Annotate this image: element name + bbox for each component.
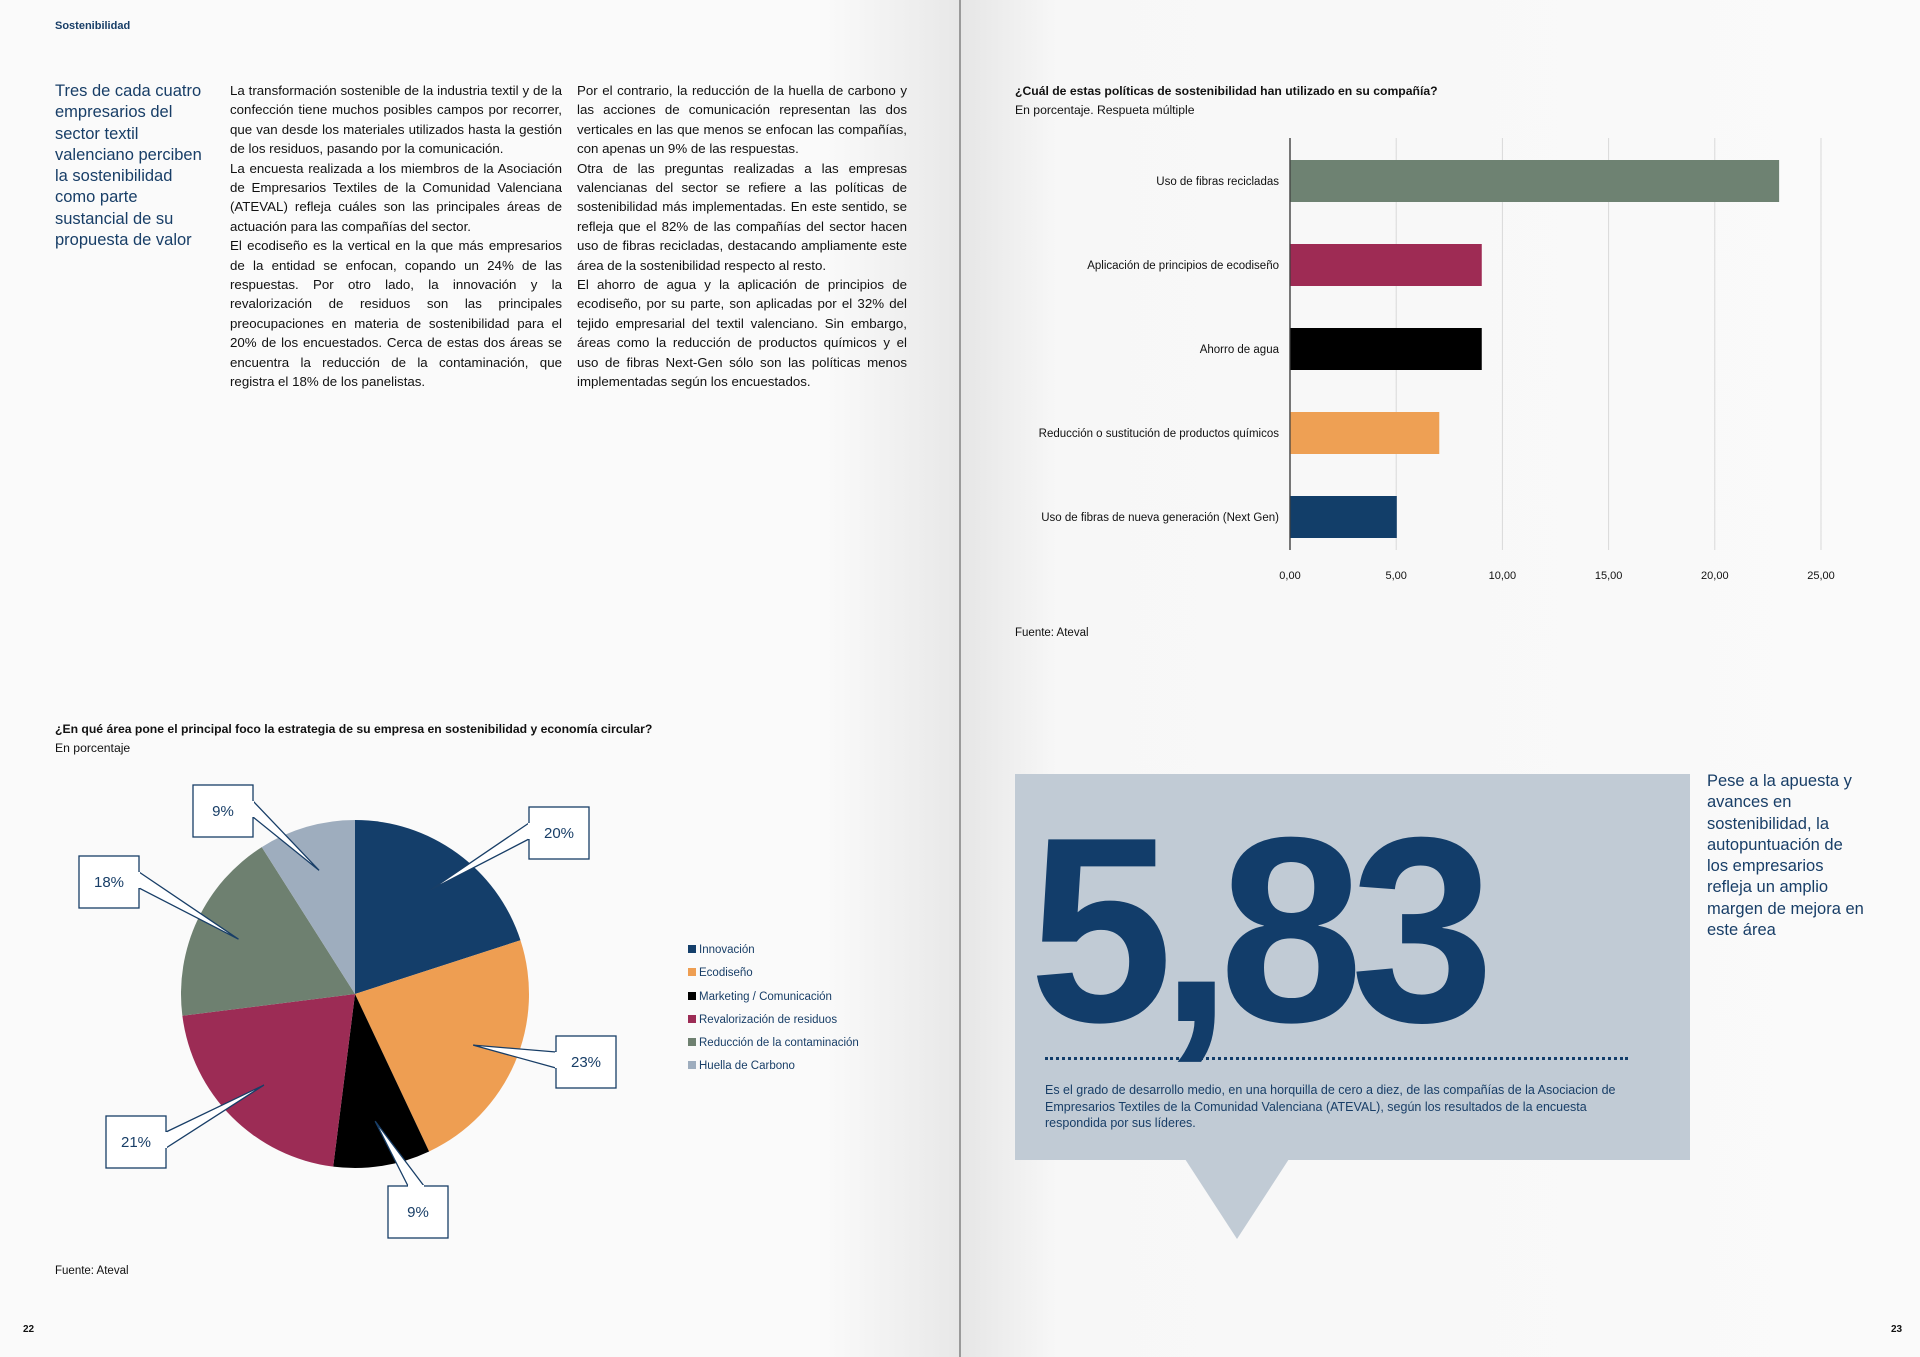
paragraph: La encuesta realizada a los miembros de la Asociación de Empresarios Textiles de la Comunidad Valenciana (ATEVAL) refleja cuáles son las principales áreas de actuación para las compañías del sector. [230,160,562,234]
bar-category-label: Uso de fibras de nueva generación (Next Gen) [1041,512,1279,524]
legend-swatch [688,945,696,953]
article-column-1 [230,81,562,392]
legend-swatch [688,992,696,1000]
pie-data-label: 18% [93,874,125,891]
pie-chart-title: ¿En qué área pone el principal foco la estrategia de su empresa en sostenibilidad y economía circular? [55,722,653,736]
pie-slices [181,820,529,1168]
legend-label: Huella de Carbono [699,1060,795,1073]
legend-item [688,1032,859,1055]
legend-item [688,962,859,985]
legend-item [688,1055,859,1078]
bar-chart-subtitle: En porcentaje. Respueta múltiple [1015,103,1195,117]
pie-slice-3 [182,994,355,1167]
legend-item [688,1009,859,1032]
bar-category-labels [1039,176,1280,524]
legend-swatch [688,968,696,976]
dotted-divider [1045,1057,1628,1060]
pie-chart-subtitle: En porcentaje [55,741,131,755]
legend-label: Revalorización de residuos [699,1013,838,1026]
bar-tick-label: 25,00 [1807,570,1835,582]
bar-4 [1291,496,1397,538]
bar-category-label: Ahorro de agua [1199,344,1279,356]
legend-swatch [688,1015,696,1023]
bar-category-label: Uso de fibras recicladas [1156,176,1279,188]
legend-label: Innovación [699,944,755,956]
pie-data-label: 23% [570,1054,602,1071]
callout-pointer [1185,1159,1289,1239]
pie-data-label: 9% [407,1204,429,1221]
paragraph: Por el contrario, la reducción de la huella de carbono y las acciones de comunicación representan las dos verticales en las que menos se enfocan las compañías, con apenas un 9% de las respuestas. [577,83,907,157]
bar-2 [1291,328,1482,370]
legend-label: Reducción de la contaminación [699,1037,859,1050]
bar-3 [1291,412,1440,454]
paragraph: El ahorro de agua y la aplicación de principios de ecodiseño, por su parte, son aplicadas por el 32% del tejido empresarial del textil valenciano. Sin embargo, áreas como la reducción de productos químicos y el uso de fibras Next-Gen sólo son las políticas menos implementadas según los encuestados. [577,277,907,390]
legend-label: Marketing / Comunicación [699,990,832,1003]
score-caption: Es el grado de desarrollo medio, en una horquilla de cero a diez, de las compañías de la Asociacion de Empresarios Textiles de la Comunidad Valenciana (ATEVAL), según los resultados de la encuesta respondida por sus líderes. [1045,1083,1616,1130]
pie-data-label: 9% [212,803,234,820]
pie-data-label: 21% [120,1134,152,1151]
paragraph: La transformación sostenible de la industria textil y de la confección tiene muchos posibles campos por recorrer, que van desde los materiales utilizados hasta la gestión de los residuos, pasando por la comunicación. [230,83,562,157]
bar-tick-label: 10,00 [1488,570,1517,582]
right-page [961,0,1920,1357]
bar-category-label: Reducción o sustitución de productos químicos [1038,428,1279,440]
bar-chart-title: ¿Cuál de estas políticas de sostenibilidad han utilizado en su compañía? [1015,84,1438,98]
bar-category-label: Aplicación de principios de ecodiseño [1087,260,1279,272]
left-page [0,0,959,1357]
pie-data-label: 20% [543,825,575,842]
section-label: Sostenibilidad [55,20,131,32]
bar-tick-label: 0,00 [1279,570,1301,582]
side-pullquote: Pese a la apuesta y avances en sostenibilidad, la autopuntuación de los empresarios refleja un amplio margen de mejora en este área [1707,772,1864,940]
bar-chart [961,130,1920,590]
bar-tick-label: 5,00 [1385,570,1407,582]
average-score: 5,83 [1029,782,1482,1077]
bar-source: Fuente: Ateval [1015,627,1089,639]
paragraph: El ecodiseño es la vertical en la que más empresarios de la entidad se enfocan, copando un 24% de las respuestas. Por otro lado, la innovación y la revalorización de residuos son las principales preocupaciones en materia de sostenibilidad para el 20% de los encuestados. Cerca de estas dos áreas se encuentra la reducción de la contaminación, que registra el 18% de los panelistas. [230,238,562,390]
legend-label: Ecodiseño [699,967,753,980]
legend-item [688,939,859,962]
pullquote: Tres de cada cuatro empresarios del sector textil valenciano perciben la sostenibilidad como parte sustancial de su propuesta de valor [55,82,202,250]
bar-tick-labels [1279,570,1834,582]
page-number: 22 [23,1324,35,1335]
page-number: 23 [1891,1324,1903,1335]
bar-0 [1291,160,1780,202]
pie-legend [688,939,859,1079]
bar-bars [1291,160,1780,538]
legend-swatch [688,1061,696,1069]
legend-swatch [688,1038,696,1046]
bar-tick-label: 20,00 [1701,570,1729,582]
legend-item [688,986,859,1009]
paragraph: Otra de las preguntas realizadas a las empresas valencianas del sector se refiere a las políticas de sostenibilidad más implementadas. En este sentido, se refleja que el 82% de las compañías del sector hacen uso de fibras recicladas, destacando ampliamente este área de la sostenibilidad respecto al resto. [577,160,907,273]
pie-source: Fuente: Ateval [55,1265,129,1277]
bar-1 [1291,244,1482,286]
bar-tick-label: 15,00 [1594,570,1623,582]
article-column-2 [577,81,907,392]
